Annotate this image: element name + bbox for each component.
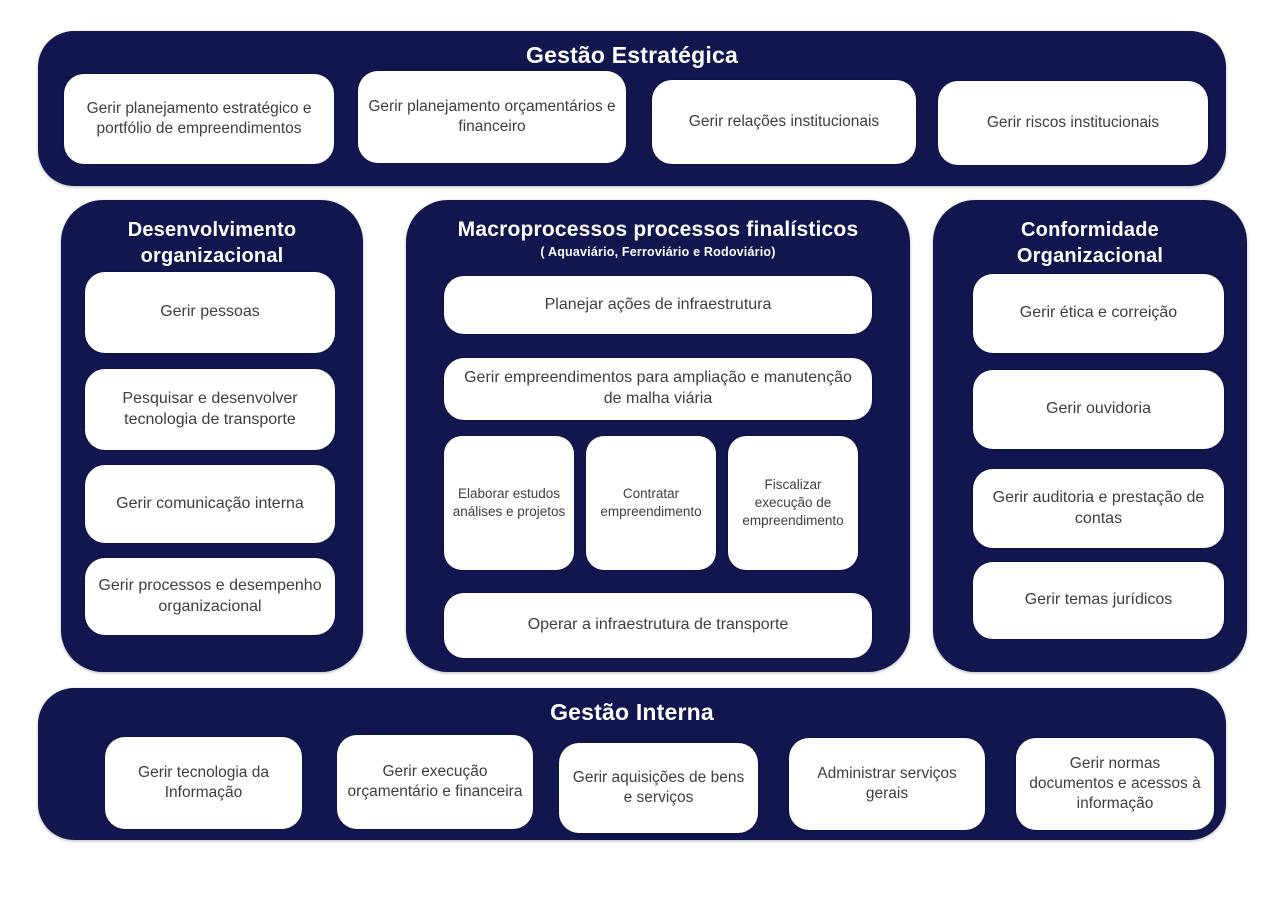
process-box-fiscalizar-execucao: Fiscalizar execução de empreendimento xyxy=(728,436,858,570)
process-box-gerir-empreendimentos-malha-viaria: Gerir empreendimentos para ampliação e manutenção de malha viária xyxy=(444,358,872,420)
process-box-gerir-pessoas: Gerir pessoas xyxy=(85,272,335,353)
section-title-desenvolvimento-organizacional: Desenvolvimento organizacional xyxy=(127,219,297,267)
process-box-tecnologia-informacao: Gerir tecnologia da Informação xyxy=(105,737,302,829)
section-title-macroprocessos: Macroprocessos processos finalísticos xyxy=(457,218,859,241)
section-subtitle-modais: ( Aquaviário, Ferroviário e Rodoviário) xyxy=(540,245,776,260)
section-title-gestao-interna: Gestão Interna xyxy=(550,699,714,725)
section-desenvolvimento-organizacional xyxy=(61,200,363,672)
process-box-execucao-orcamentaria: Gerir execução orçamentário e financeira xyxy=(337,735,533,829)
process-box-aquisicoes-bens-servicos: Gerir aquisições de bens e serviços xyxy=(559,743,758,833)
process-box-etica-correicao: Gerir ética e correição xyxy=(973,274,1224,353)
section-macroprocessos-finalisticos xyxy=(406,200,910,672)
process-box-planejamento-estrategico: Gerir planejamento estratégico e portfólio de empreendimentos xyxy=(64,74,334,164)
process-box-elaborar-estudos: Elaborar estudos análises e projetos xyxy=(444,436,574,570)
section-title-gestao-estrategica: Gestão Estratégica xyxy=(526,42,738,68)
process-box-normas-documentos-acessos: Gerir normas documentos e acessos à informação xyxy=(1016,738,1214,830)
section-conformidade-organizacional xyxy=(933,200,1247,672)
section-title-conformidade-organizacional: Conformidade Organizacional xyxy=(1016,219,1164,267)
process-box-planejar-acoes-infraestrutura: Planejar ações de infraestrutura xyxy=(444,276,872,334)
process-box-riscos-institucionais: Gerir riscos institucionais xyxy=(938,81,1208,165)
process-box-contratar-empreendimento: Contratar empreendimento xyxy=(586,436,716,570)
process-box-planejamento-orcamentario: Gerir planejamento orçamentários e financeiro xyxy=(358,71,626,163)
process-box-temas-juridicos: Gerir temas jurídicos xyxy=(973,562,1224,639)
process-box-comunicacao-interna: Gerir comunicação interna xyxy=(85,465,335,543)
process-box-ouvidoria: Gerir ouvidoria xyxy=(973,370,1224,449)
process-box-processos-desempenho: Gerir processos e desempenho organizacional xyxy=(85,558,335,635)
process-box-operar-infraestrutura: Operar a infraestrutura de transporte xyxy=(444,593,872,658)
process-box-auditoria-prestacao-contas: Gerir auditoria e prestação de contas xyxy=(973,469,1224,548)
process-box-relacoes-institucionais: Gerir relações institucionais xyxy=(652,80,916,164)
process-box-administrar-servicos-gerais: Administrar serviços gerais xyxy=(789,738,985,830)
section-gestao-interna xyxy=(38,688,1226,840)
section-gestao-estrategica xyxy=(38,31,1226,186)
process-box-pesquisar-desenvolver-tecnologia: Pesquisar e desenvolver tecnologia de transporte xyxy=(85,369,335,450)
